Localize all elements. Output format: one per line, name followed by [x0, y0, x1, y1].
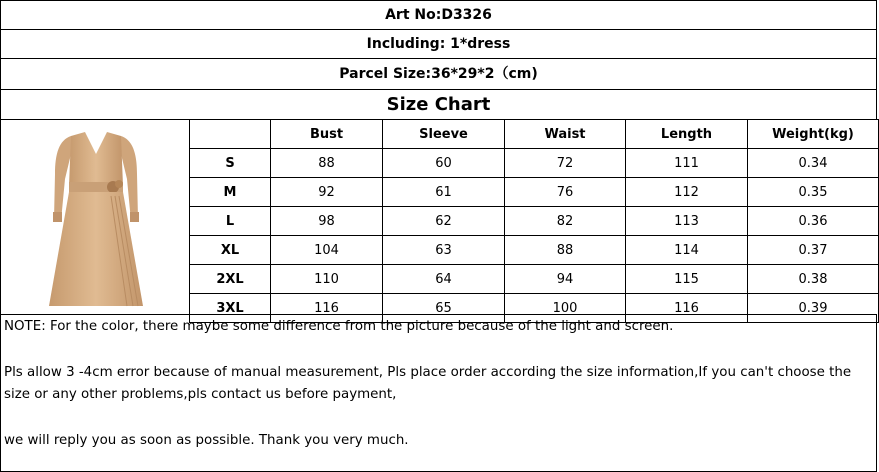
waist-cell: 94 [505, 265, 626, 294]
header-cell: Weight(kg) [748, 120, 879, 149]
waist-cell: 72 [505, 149, 626, 178]
table-row [190, 149, 879, 178]
weight-cell: 0.38 [748, 265, 879, 294]
sleeve-cell: 64 [383, 265, 505, 294]
header-cell: Length [626, 120, 748, 149]
art-number: Art No:D3326 [0, 0, 877, 30]
weight-cell: 0.35 [748, 178, 879, 207]
parcel-size: Parcel Size:36*29*2（cm) [0, 58, 877, 90]
waist-cell: 76 [505, 178, 626, 207]
allowance-text: Pls allow 3 -4cm error because of manual measurement, Pls place order according the size information,If you can't choose the size or any other problems,pls contact us before payment, [4, 364, 852, 403]
dress-icon [41, 124, 151, 312]
weight-cell: 0.37 [748, 236, 879, 265]
bust-cell: 92 [271, 178, 383, 207]
weight-cell: 0.34 [748, 149, 879, 178]
weight-cell: 0.39 [748, 294, 879, 323]
bust-cell: 116 [271, 294, 383, 323]
length-cell: 116 [626, 294, 748, 323]
sleeve-cell: 61 [383, 178, 505, 207]
including-line: Including: 1*dress [0, 29, 877, 59]
header-cell: Sleeve [383, 120, 505, 149]
size-cell: XL [190, 236, 271, 265]
length-cell: 113 [626, 207, 748, 236]
table-header-row [190, 120, 879, 149]
sleeve-cell: 60 [383, 149, 505, 178]
size-table [189, 119, 879, 323]
notes-block [0, 314, 877, 472]
waist-cell: 100 [505, 294, 626, 323]
bust-cell: 98 [271, 207, 383, 236]
table-row [190, 236, 879, 265]
length-cell: 112 [626, 178, 748, 207]
weight-cell: 0.36 [748, 207, 879, 236]
length-cell: 111 [626, 149, 748, 178]
waist-cell: 88 [505, 236, 626, 265]
length-cell: 115 [626, 265, 748, 294]
sleeve-cell: 65 [383, 294, 505, 323]
bust-cell: 110 [271, 265, 383, 294]
header-cell: Bust [271, 120, 383, 149]
note-text: NOTE: For the color, there maybe some difference from the picture because of the light and screen. [4, 319, 674, 334]
size-cell: 3XL [190, 294, 271, 323]
sleeve-cell: 62 [383, 207, 505, 236]
bust-cell: 88 [271, 149, 383, 178]
size-chart-title: Size Chart [0, 89, 877, 120]
header-cell [190, 120, 271, 149]
bust-cell: 104 [271, 236, 383, 265]
table-row [190, 265, 879, 294]
table-row [190, 207, 879, 236]
length-cell: 114 [626, 236, 748, 265]
sleeve-cell: 63 [383, 236, 505, 265]
table-row [190, 178, 879, 207]
header-cell: Waist [505, 120, 626, 149]
size-cell: L [190, 207, 271, 236]
size-cell: M [190, 178, 271, 207]
size-cell: S [190, 149, 271, 178]
waist-cell: 82 [505, 207, 626, 236]
product-image-cell [0, 119, 190, 315]
size-cell: 2XL [190, 265, 271, 294]
reply-text: we will reply you as soon as possible. Thank you very much. [4, 432, 409, 448]
